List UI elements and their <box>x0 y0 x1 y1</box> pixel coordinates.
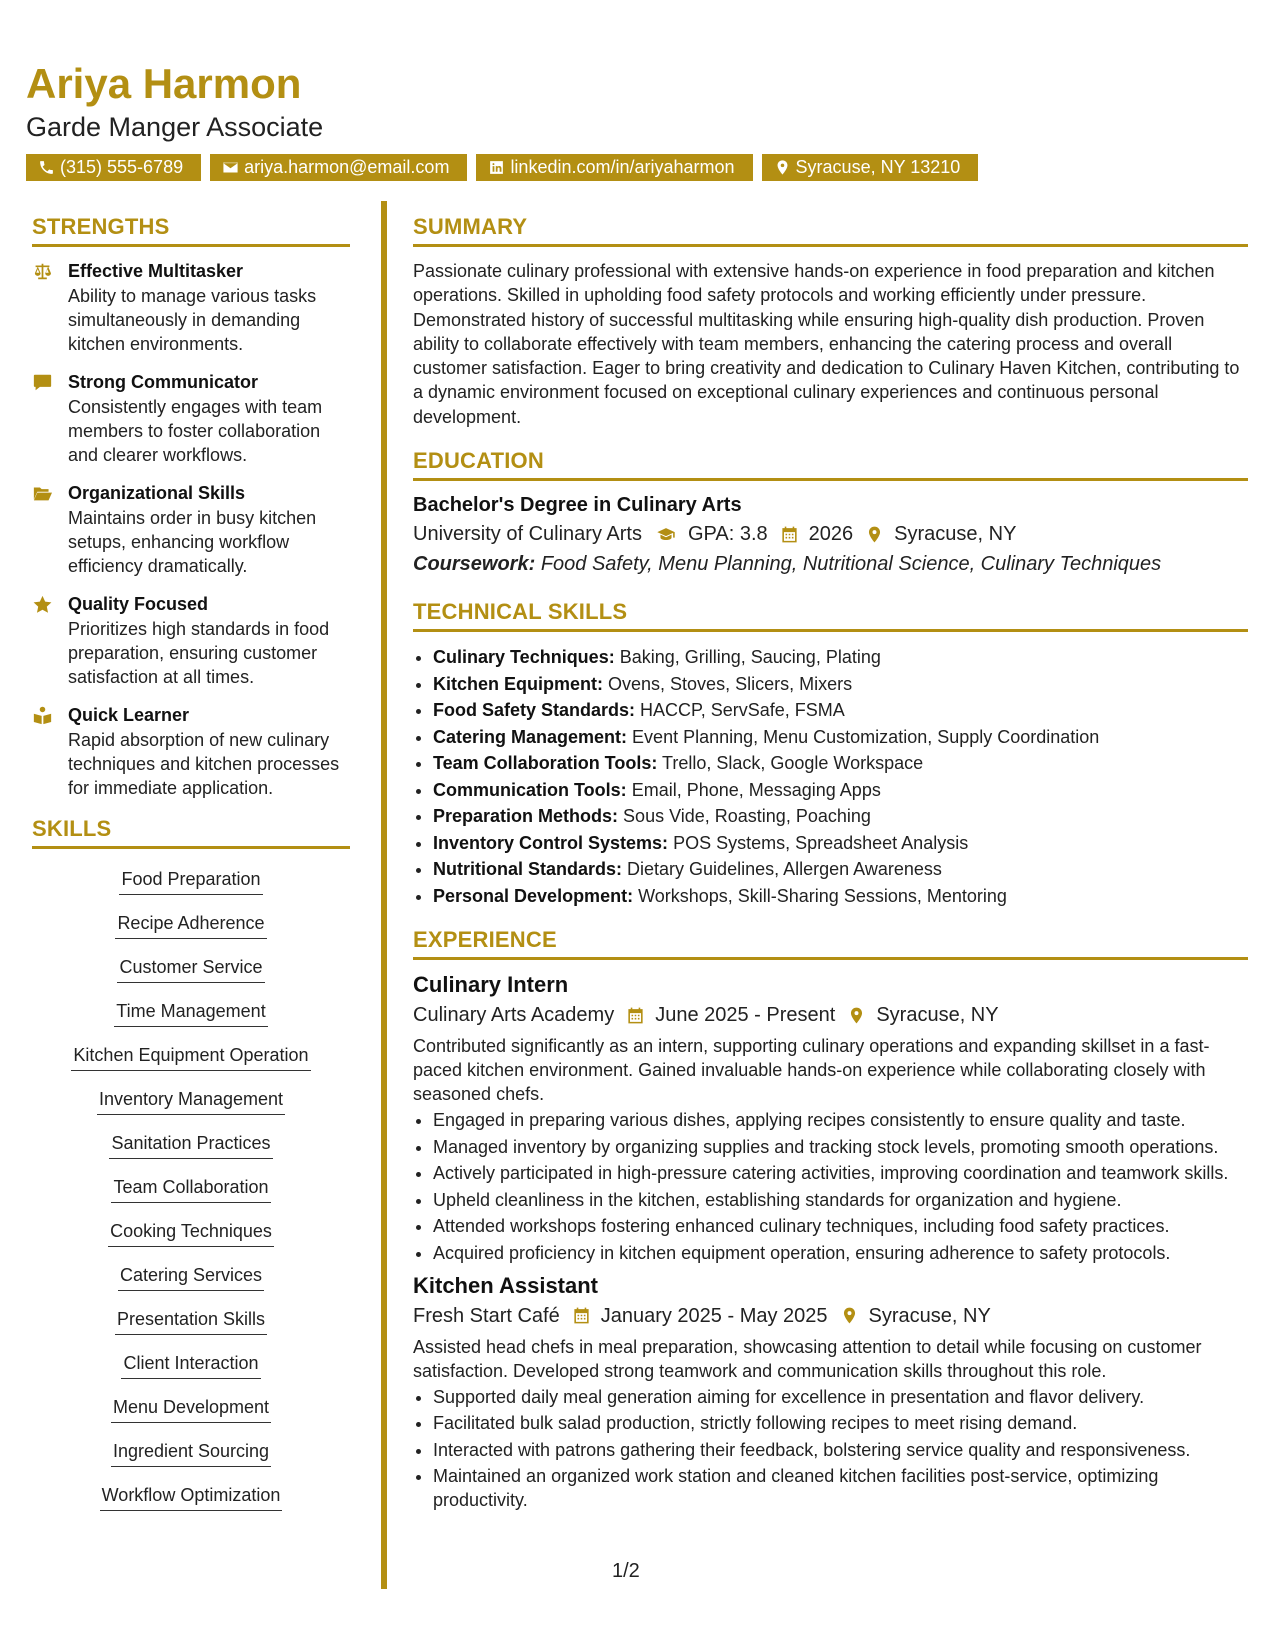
strength-item <box>32 481 350 578</box>
tech-skill-value: Trello, Slack, Google Workspace <box>662 753 924 774</box>
technical-skill-item <box>433 830 1248 857</box>
tech-skill-value: Ovens, Stoves, Slicers, Mixers <box>608 673 853 694</box>
tech-skill-label: Kitchen Equipment: <box>433 673 603 694</box>
tech-skill-value: Sous Vide, Roasting, Poaching <box>623 806 871 827</box>
contact-phone[interactable] <box>26 154 201 181</box>
skill-item: Food Preparation <box>119 867 262 895</box>
phone-icon <box>38 159 55 176</box>
strengths-heading: STRENGTHS <box>32 212 350 247</box>
skill-item: Sanitation Practices <box>109 1131 272 1159</box>
map-pin-icon <box>865 525 884 544</box>
contact-bar <box>26 154 1246 181</box>
tech-skill-value: Workshops, Skill-Sharing Sessions, Mentoring <box>638 885 1007 906</box>
technical-skill-item <box>433 856 1248 883</box>
technical-skill-item <box>433 777 1248 804</box>
skill-item: Kitchen Equipment Operation <box>71 1043 310 1071</box>
candidate-name: Ariya Harmon <box>26 60 302 107</box>
skills-list <box>32 867 350 1527</box>
experience-heading: EXPERIENCE <box>413 925 1248 960</box>
right-column <box>413 212 1248 1520</box>
skill-item: Inventory Management <box>97 1087 285 1115</box>
page-number: 1/2 <box>612 1560 640 1582</box>
job-entry <box>413 970 1248 1265</box>
calendar-icon <box>572 1306 591 1325</box>
map-pin-icon <box>840 1306 859 1325</box>
job-bullet: • Managed inventory by organizing supplies and tracking stock levels, promoting smooth operations. <box>433 1135 1248 1159</box>
tech-skill-value: Event Planning, Menu Customization, Supply Coordination <box>632 726 1100 747</box>
technical-skills-list <box>413 644 1248 909</box>
technical-skill-item <box>433 671 1248 698</box>
education-heading: EDUCATION <box>413 446 1248 481</box>
education-gpa: GPA: 3.8 <box>687 523 768 546</box>
strength-desc: Prioritizes high standards in food preparation, ensuring customer satisfaction at all times. <box>68 619 330 687</box>
tech-skill-value: HACCP, ServSafe, FSMA <box>640 700 845 721</box>
tech-skill-label: Inventory Control Systems: <box>433 832 669 853</box>
strength-item <box>32 370 350 467</box>
technical-skill-item <box>433 697 1248 724</box>
skill-item: Catering Services <box>118 1263 264 1291</box>
tech-skill-label: Personal Development: <box>433 885 634 906</box>
contact-email[interactable] <box>210 154 467 181</box>
skill-item: Workflow Optimization <box>100 1483 283 1511</box>
job-bullets <box>413 1108 1248 1265</box>
contact-location-text: Syracuse, NY 13210 <box>795 157 961 177</box>
contact-location[interactable] <box>762 154 979 181</box>
strength-item <box>32 703 350 800</box>
speech-bubble-icon <box>32 373 53 392</box>
strength-title: Organizational Skills <box>68 483 246 503</box>
strength-title: Quick Learner <box>68 705 190 725</box>
job-bullet: • Upheld cleanliness in the kitchen, establishing standards for organization and hygiene. <box>433 1188 1248 1212</box>
contact-phone-text: (315) 555-6789 <box>60 157 184 177</box>
job-bullet: • Attended workshops fostering enhanced culinary techniques, including food safety practices. <box>433 1214 1248 1238</box>
contact-linkedin[interactable] <box>476 154 752 181</box>
education-location: Syracuse, NY <box>894 523 1017 546</box>
job-entry <box>413 1271 1248 1513</box>
star-icon <box>32 595 53 614</box>
strength-item <box>32 592 350 689</box>
strength-desc: Consistently engages with team members to foster collaboration and clearer workflows. <box>68 397 323 465</box>
education-coursework <box>413 549 1248 579</box>
skill-item: Cooking Techniques <box>108 1219 274 1247</box>
map-pin-icon <box>847 1006 866 1025</box>
envelope-icon <box>222 159 239 176</box>
strength-desc: Ability to manage various tasks simultaneously in demanding kitchen environments. <box>68 286 317 354</box>
tech-skill-value: Email, Phone, Messaging Apps <box>631 779 881 800</box>
book-reader-icon <box>32 706 53 725</box>
skills-heading: SKILLS <box>32 814 350 849</box>
strength-title: Quality Focused <box>68 594 209 614</box>
education-degree: Bachelor's Degree in Culinary Arts <box>413 494 742 517</box>
job-title: Culinary Intern <box>413 972 569 998</box>
job-meta <box>413 1301 1248 1331</box>
technical-skill-item <box>433 724 1248 751</box>
tech-skill-value: POS Systems, Spreadsheet Analysis <box>673 832 969 853</box>
education-meta <box>413 519 1248 549</box>
strength-desc: Maintains order in busy kitchen setups, enhancing workflow efficiency dramatically. <box>68 508 317 576</box>
tech-skill-label: Communication Tools: <box>433 779 627 800</box>
skill-item: Recipe Adherence <box>115 911 266 939</box>
job-bullets <box>413 1385 1248 1513</box>
job-description: Assisted head chefs in meal preparation, showcasing attention to detail while focusing on customer satisfaction. Developed strong teamwork and communication skills throughout this role. <box>413 1336 1202 1381</box>
education-school: University of Culinary Arts <box>413 523 642 546</box>
technical-skill-item <box>433 803 1248 830</box>
scale-icon <box>32 262 53 281</box>
linkedin-icon <box>488 159 505 176</box>
job-bullet: • Interacted with patrons gathering their feedback, bolstering service quality and responsiveness. <box>433 1438 1248 1462</box>
job-bullet: • Maintained an organized work station and cleaned kitchen facilities post-service, optimizing productivity. <box>433 1464 1248 1512</box>
education-year: 2026 <box>808 523 854 546</box>
skill-item: Time Management <box>114 999 267 1027</box>
skill-item: Menu Development <box>111 1395 271 1423</box>
skill-item: Team Collaboration <box>111 1175 270 1203</box>
job-bullet: • Acquired proficiency in kitchen equipment operation, ensuring adherence to safety protocols. <box>433 1241 1248 1265</box>
job-bullet: • Facilitated bulk salad production, strictly following recipes to meet rising demand. <box>433 1411 1248 1435</box>
calendar-icon <box>626 1006 645 1025</box>
strength-title: Strong Communicator <box>68 372 259 392</box>
tech-skill-value: Baking, Grilling, Saucing, Plating <box>619 647 881 668</box>
job-description: Contributed significantly as an intern, supporting culinary operations and expanding skillset in a fast-paced kitchen environment. Gained invaluable hands-on experience while collaborating closely with seasoned chefs. <box>413 1036 1210 1105</box>
job-location: Syracuse, NY <box>868 1304 991 1327</box>
tech-skill-label: Culinary Techniques: <box>433 647 615 668</box>
skill-item: Presentation Skills <box>115 1307 267 1335</box>
column-divider <box>381 201 387 1589</box>
tech-skill-label: Preparation Methods: <box>433 806 619 827</box>
job-company: Culinary Arts Academy <box>413 1004 615 1027</box>
technical-skill-item <box>433 750 1248 777</box>
summary-text: Passionate culinary professional with extensive hands-on experience in food preparation and kitchen operations. Skilled in upholding food safety protocols and working efficiently under pressure. Demonstrated history of successful multitasking while ensuring high-quality dish production. Proven ability to collaborate effectively with team members, enhancing the catering process and overall customer satisfaction. Eager to bring creativity and dedication to Culinary Haven Kitchen, contributing to a dynamic environment focused on exceptional culinary experiences and continuous personal development. <box>413 261 1240 427</box>
job-location: Syracuse, NY <box>876 1004 999 1027</box>
job-dates: June 2025 - Present <box>655 1004 836 1027</box>
map-pin-icon <box>774 159 791 176</box>
strength-desc: Rapid absorption of new culinary techniques and kitchen processes for immediate application. <box>68 730 340 798</box>
contact-linkedin-text: linkedin.com/in/ariyaharmon <box>510 157 735 177</box>
strength-item <box>32 259 350 356</box>
job-bullet: • Actively participated in high-pressure catering activities, improving coordination and teamwork skills. <box>433 1161 1248 1185</box>
coursework-label: Coursework: <box>413 553 536 576</box>
tech-skill-label: Catering Management: <box>433 726 628 747</box>
summary-heading: SUMMARY <box>413 212 1248 247</box>
strength-title: Effective Multitasker <box>68 261 244 281</box>
skill-item: Ingredient Sourcing <box>111 1439 271 1467</box>
graduation-cap-icon <box>654 525 678 544</box>
skill-item: Customer Service <box>117 955 264 983</box>
job-bullet: • Supported daily meal generation aiming for excellence in presentation and flavor delivery. <box>433 1385 1248 1409</box>
job-title: Kitchen Assistant <box>413 1272 599 1298</box>
folder-open-icon <box>32 484 53 503</box>
resume-header <box>26 60 1246 181</box>
tech-skill-value: Dietary Guidelines, Allergen Awareness <box>627 859 942 880</box>
coursework-text: Food Safety, Menu Planning, Nutritional Science, Culinary Techniques <box>540 553 1162 576</box>
calendar-icon <box>780 525 799 544</box>
tech-skill-label: Nutritional Standards: <box>433 859 623 880</box>
tech-skill-label: Team Collaboration Tools: <box>433 753 658 774</box>
left-column <box>32 212 350 1527</box>
technical-skills-heading: TECHNICAL SKILLS <box>413 597 1248 632</box>
technical-skill-item <box>433 644 1248 671</box>
candidate-title: Garde Manger Associate <box>26 112 324 142</box>
job-bullet: • Engaged in preparing various dishes, applying recipes consistently to ensure quality and taste. <box>433 1108 1248 1132</box>
job-company: Fresh Start Café <box>413 1304 560 1327</box>
skill-item: Client Interaction <box>121 1351 260 1379</box>
contact-email-text: ariya.harmon@email.com <box>244 157 450 177</box>
tech-skill-label: Food Safety Standards: <box>433 700 636 721</box>
job-dates: January 2025 - May 2025 <box>600 1304 828 1327</box>
technical-skill-item <box>433 883 1248 910</box>
job-meta <box>413 1000 1248 1030</box>
